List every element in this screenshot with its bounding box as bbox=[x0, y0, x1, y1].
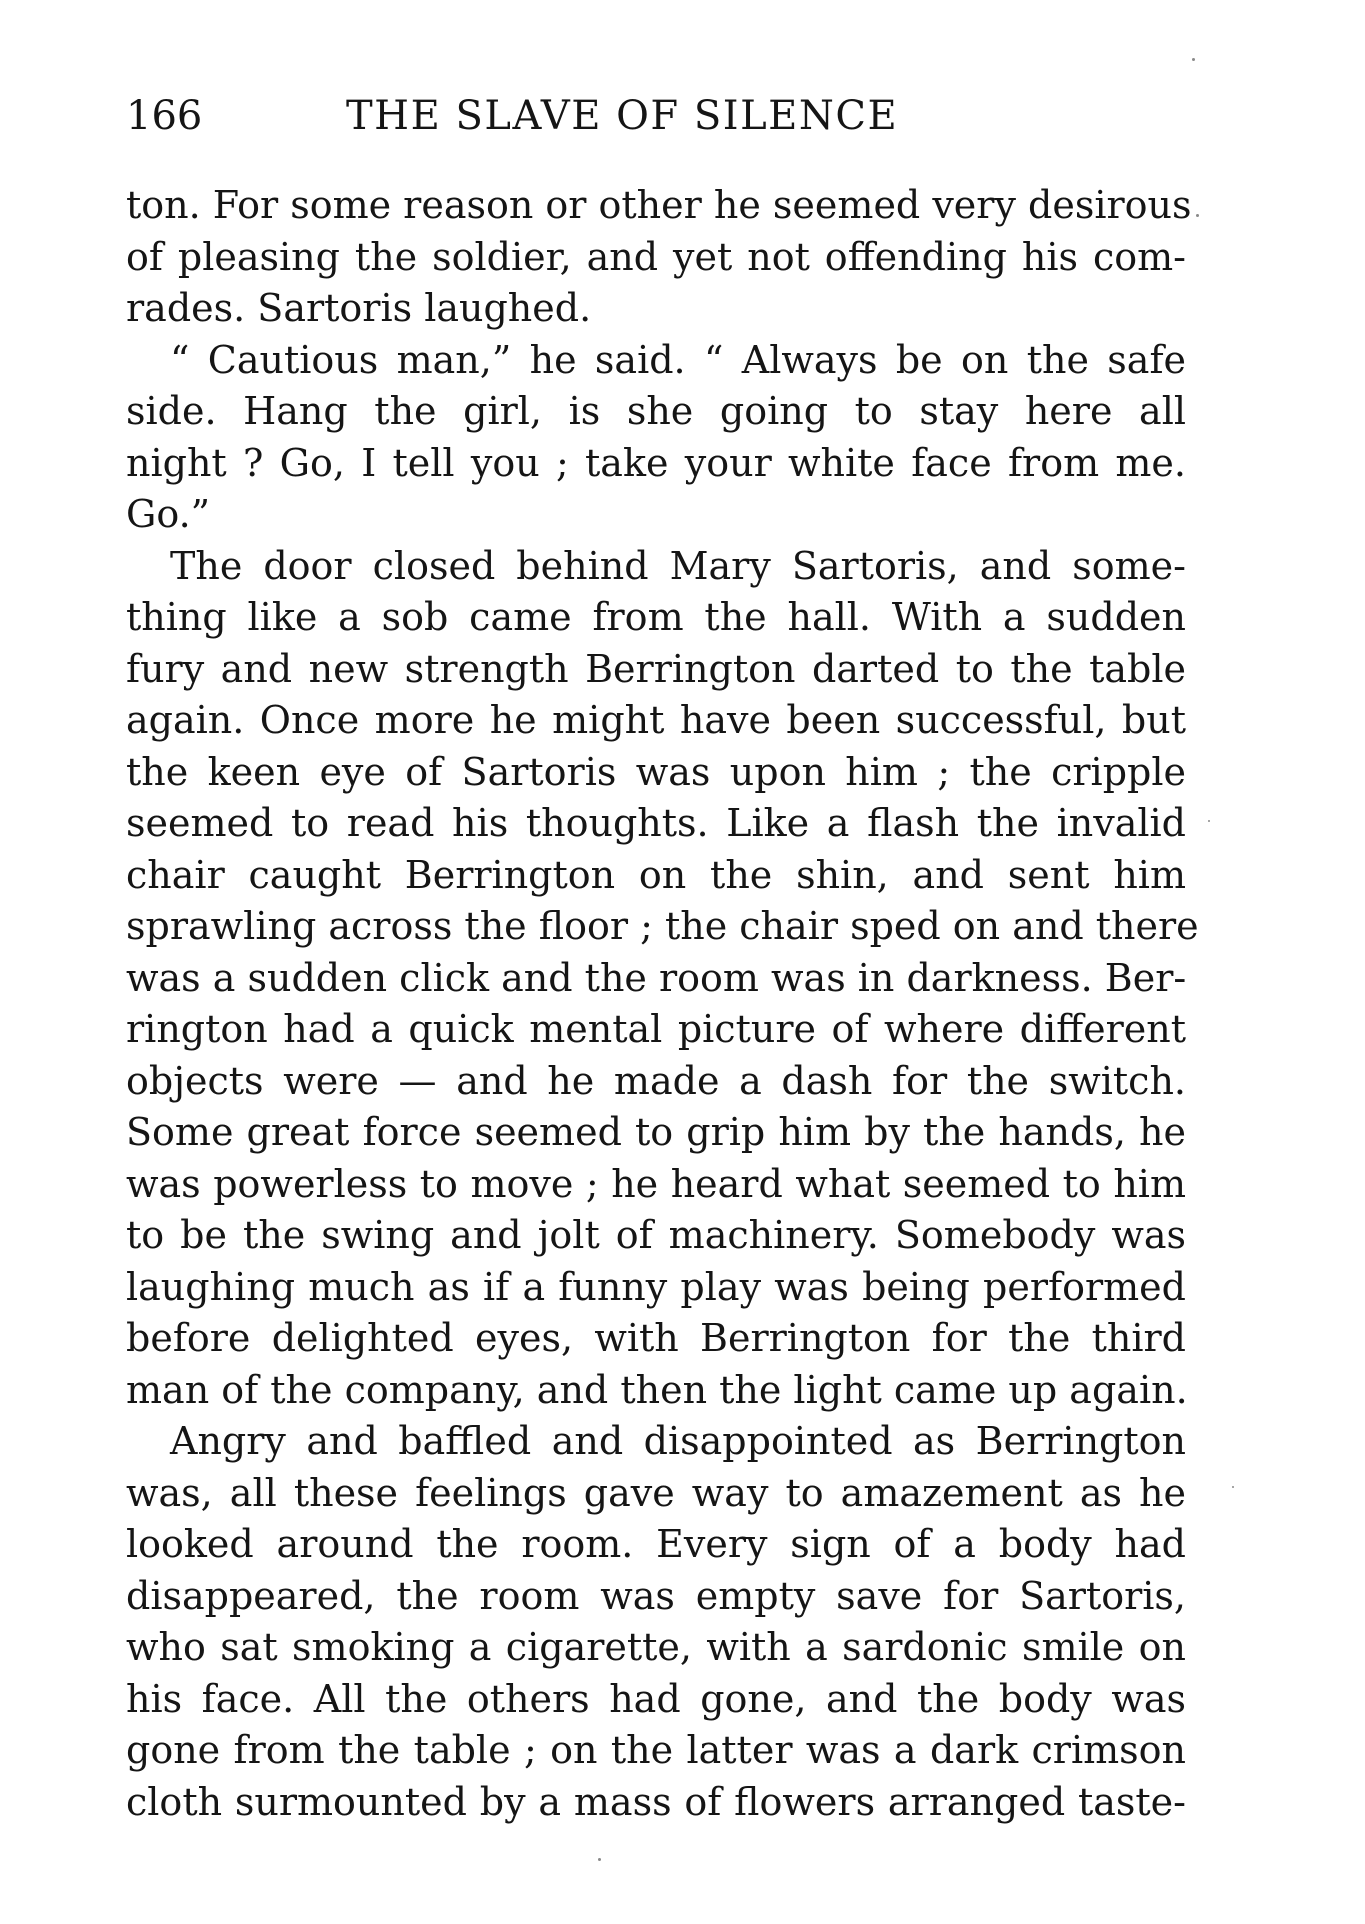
page-header bbox=[126, 88, 1186, 144]
text-line: side. Hang the girl, is she going to stay here all bbox=[126, 389, 1186, 433]
text-line: was, all these feelings gave way to amazement as he bbox=[126, 1470, 1186, 1515]
text-line: seemed to read his thoughts. Like a flash the invalid bbox=[126, 801, 1186, 845]
scan-speck bbox=[1208, 820, 1210, 822]
text-line: objects were — and he made a dash for the switch. bbox=[126, 1058, 1186, 1103]
text-line: Go.” bbox=[126, 492, 211, 536]
text-line: who sat smoking a cigarette, with a sardonic smile on bbox=[126, 1625, 1186, 1669]
text-line: Some great force seemed to grip him by the hands, he bbox=[126, 1110, 1186, 1154]
text-line: cloth surmounted by a mass of flowers arranged taste- bbox=[126, 1779, 1186, 1824]
page-number: 166 bbox=[126, 93, 203, 139]
body-text bbox=[126, 180, 1199, 1828]
text-line: was powerless to move ; he heard what seemed to him bbox=[126, 1161, 1186, 1206]
text-line: sprawling across the floor ; the chair sped on and there bbox=[126, 904, 1199, 948]
text-line: gone from the table ; on the latter was a dark crimson bbox=[126, 1728, 1186, 1772]
paragraph bbox=[126, 1416, 1186, 1828]
text-line: fury and new strength Berrington darted to the table bbox=[126, 646, 1186, 691]
text-line: looked around the room. Every sign of a body had bbox=[126, 1522, 1186, 1566]
text-line: The door closed behind Mary Sartoris, and some- bbox=[170, 543, 1186, 588]
text-line: rades. Sartoris laughed. bbox=[126, 286, 592, 330]
text-line: again. Once more he might have been successful, but bbox=[126, 698, 1186, 742]
text-line: laughing much as if a funny play was being performed bbox=[126, 1264, 1186, 1309]
text-line: rington had a quick mental picture of where different bbox=[126, 1007, 1186, 1051]
paragraph bbox=[126, 541, 1199, 1417]
text-line: before delighted eyes, with Berrington for the third bbox=[126, 1316, 1186, 1360]
text-line: was a sudden click and the room was in darkness. Ber- bbox=[126, 955, 1187, 1000]
scan-speck bbox=[1192, 58, 1195, 61]
text-line: of pleasing the soldier, and yet not offending his com- bbox=[126, 234, 1186, 279]
text-line: to be the swing and jolt of machinery. Somebody was bbox=[126, 1213, 1186, 1257]
text-line: “ Cautious man,” he said. “ Always be on the safe bbox=[170, 337, 1186, 382]
text-line: chair caught Berrington on the shin, and sent him bbox=[126, 852, 1186, 897]
text-line: ton. For some reason or other he seemed very desirous bbox=[126, 183, 1192, 227]
paragraph bbox=[126, 335, 1186, 541]
text-line: thing like a sob came from the hall. With a sudden bbox=[126, 595, 1186, 639]
running-title: THE SLAVE OF SILENCE bbox=[346, 93, 899, 139]
scan-speck bbox=[1196, 214, 1199, 217]
text-line: his face. All the others had gone, and the body was bbox=[126, 1676, 1186, 1721]
text-line: night ? Go, I tell you ; take your white face from me. bbox=[126, 440, 1186, 485]
scan-speck bbox=[598, 1858, 601, 1861]
paragraph bbox=[126, 180, 1192, 335]
text-line: man of the company, and then the light came up again. bbox=[126, 1367, 1188, 1412]
text-line: disappeared, the room was empty save for Sartoris, bbox=[126, 1573, 1186, 1618]
scan-speck bbox=[1232, 1486, 1234, 1488]
text-line: the keen eye of Sartoris was upon him ; the cripple bbox=[126, 749, 1186, 794]
text-line: Angry and baffled and disappointed as Berrington bbox=[170, 1419, 1186, 1463]
